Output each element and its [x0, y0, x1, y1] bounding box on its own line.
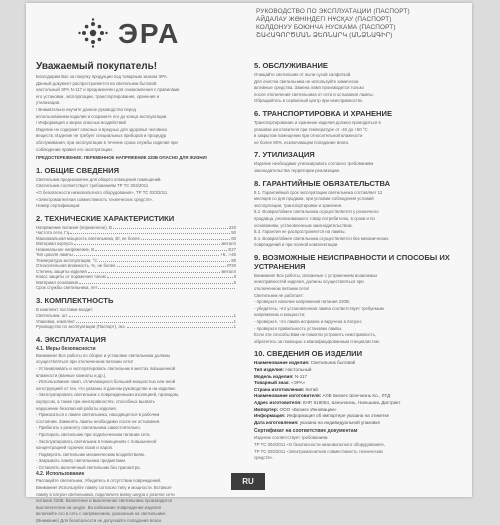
section-kit-title: 3. КОМПЛЕКТНОСТЬ — [36, 295, 114, 305]
spec-name: Упаковка, комплект — [36, 318, 75, 324]
section-transport-text — [254, 120, 464, 145]
text-line: - Использование ламп, отличающихся большей мощностью или иной — [36, 379, 176, 385]
document-titles — [256, 8, 466, 40]
text-line: Изделие соответствует требованиям — [254, 435, 328, 441]
usage-text — [36, 478, 236, 523]
spec-name: Относительная влажность, %, не более — [36, 263, 116, 269]
text-line: месяцев со дня продажи, при условии соблюдения условий — [254, 196, 374, 202]
spec-value: 5 — [233, 279, 236, 285]
spec-value: IP20 — [227, 263, 236, 269]
text-line: напряжению и мощности; — [254, 312, 306, 318]
product-label: Информация: — [254, 413, 286, 419]
product-row — [254, 400, 464, 407]
spec-name: Срок службы светильника, лет — [36, 285, 98, 291]
title-kg: КОЛДОНУУ БОЮНЧА НУСКАМА (ПАСПОРТ) — [256, 24, 396, 31]
text-line: законодательства территории реализации. — [254, 167, 341, 173]
text-line: Данный документ распространяется на светильник бытовой — [36, 80, 157, 86]
text-line: в закрытом помещении при относительной влажности — [254, 133, 363, 139]
text-line: использованием изделия и сохраните его до конца эксплуатации. — [36, 113, 168, 119]
dot-leader — [76, 319, 233, 323]
title-kz: АЙДАЛАУ ЖӨНІНДЕГІ НҰСҚАУ (ПАСПОРТ) — [256, 16, 392, 23]
text-line: Обращайтесь в сервисный центр при неисправностях. — [254, 98, 364, 104]
text-line: - Закрывать лампу светильника предметами. — [36, 458, 127, 464]
spec-value: 1 — [233, 313, 236, 319]
text-line: - Эксплуатировать светильник с поврежденными изоляцией, проводом, — [36, 392, 180, 398]
text-line: неисправностей изделия, должны осуществляться при — [254, 279, 364, 285]
spec-value: Е27 — [228, 246, 236, 252]
spec-name: Светильник, шт. — [36, 313, 68, 319]
text-line: активные средства. Замена ламп производится только — [254, 85, 364, 91]
product-label: Дата изготовления: — [254, 419, 299, 425]
text-line: - Эксплуатировать светильник в помещениях с повышенной — [36, 438, 157, 444]
dot-leader — [127, 324, 233, 328]
product-value: АЛБ Бизнес Шэнчжэнь Ко., ЛТД — [322, 393, 391, 399]
dot-leader — [117, 263, 227, 267]
right-column — [254, 61, 464, 462]
text-line: корпусом, а также при неисправностях, способных вызвать — [36, 398, 155, 404]
dot-leader — [95, 247, 227, 251]
text-line: его установки, эксплуатации, транспортирования, хранения и — [36, 93, 160, 99]
text-line: лампу в патрон светильника, подключите вилку шнура к розетке сети — [36, 491, 175, 497]
product-label: Тип изделия: — [254, 367, 285, 372]
dot-leader — [70, 230, 230, 234]
safety-text — [36, 353, 236, 471]
section-general-text — [36, 177, 236, 209]
text-line: Распакуйте светильник. Убедитесь в отсутствии повреждений. — [36, 478, 162, 484]
text-line: настольный ЭРА N-117 и предназначен для ознакомления с правилами — [36, 87, 180, 93]
dot-leader — [141, 236, 230, 240]
text-line: после отключения светильника от сети и остывания лампы. — [254, 91, 374, 97]
product-value: ООО «Бизнес Инновации» — [279, 406, 337, 412]
product-row — [254, 413, 464, 420]
text-line: 8.1. Гарантийный срок эксплуатации светильника составляет 12 — [254, 189, 383, 195]
text-line: Транспортирование и хранение изделия должно проводиться в — [254, 119, 381, 125]
text-line: Внимание! Все работы по сборке и установке светильника должны — [36, 352, 171, 358]
text-line: Изделие необходимо утилизировать согласно требованиям — [254, 161, 374, 167]
text-line: средств». — [254, 455, 274, 461]
text-line: состоянии. Заменять лампы необходимо после их остывания. — [36, 418, 161, 424]
spec-value: 220 — [228, 224, 236, 230]
text-line: - Прикасаться к лампе светильника, находящегося в рабочем — [36, 412, 160, 418]
spec-name: Температура эксплуатации, °С — [36, 257, 98, 263]
spec-name: Тип цоколя лампы — [36, 252, 73, 258]
text-line: - проверьте наличие напряжения питания 220В; — [254, 299, 350, 305]
section-service-title: 5. ОБСЛУЖИВАНИЕ — [254, 61, 328, 70]
kit-table — [36, 313, 236, 330]
product-value: Настольный — [285, 367, 312, 372]
product-label: Адрес изготовителя: — [254, 399, 302, 405]
dot-leader — [107, 274, 233, 278]
text-line: Светильник соответствует требованиям ТР ТС 004/2011 — [36, 183, 149, 189]
text-line: конструкцией от тех, что указаны в данном руководстве и на изделии. — [36, 385, 176, 391]
text-line: не более 80%, исключающем попадание влаги. — [254, 139, 350, 145]
text-line: основаниям, установленным законодательством. — [254, 222, 353, 228]
kit-intro: В комплект поставки входит: — [36, 306, 94, 312]
sun-rays-icon — [78, 18, 112, 48]
section-disposal-title: 7. УТИЛИЗАЦИЯ — [254, 150, 315, 160]
spec-value: 80 — [231, 257, 236, 263]
spec-value: металл — [221, 268, 236, 274]
spec-value: 60 — [231, 235, 236, 241]
spec-name: Максимальная мощность светильника, Вт, не более — [36, 235, 140, 241]
text-line: соблюдении правил его эксплуатации. — [36, 146, 113, 152]
dot-leader — [113, 225, 228, 229]
text-line: Внимание! Все работы, связанные с устранением возможных — [254, 272, 378, 278]
product-row — [254, 380, 464, 387]
spec-value: II — [233, 274, 236, 280]
text-line: - Оставлять включённый светильник без присмотра. — [36, 464, 141, 470]
product-value: Информация об импортере указана на этикетке — [286, 413, 390, 419]
intro-text — [36, 74, 236, 152]
section-product-title: 10. СВЕДЕНИЯ ОБ ИЗДЕЛИИ — [254, 349, 363, 359]
section-warranty-title: 8. ГАРАНТИЙНЫЕ ОБЯЗАТЕЛЬСТВА — [254, 178, 391, 188]
text-line: - Устанавливать и эксплуатировать светильник в местах повышенной — [36, 365, 176, 371]
spec-name: Номинальное напряжение, В — [36, 246, 95, 252]
title-am: ՇԱՀԱԳՈՐԾՄԱՆ ՁԵՌՆԱՐԿ (ԱՆՁՆԱԳԻՐ) — [256, 32, 393, 39]
text-line: Изделие не содержит опасных и вредных для здоровья человека — [36, 126, 167, 132]
spec-row — [36, 324, 236, 330]
text-line: Светильник не работает: — [254, 292, 304, 298]
text-line: Для очистки светильника не используйте химически — [254, 78, 359, 84]
product-value: Светильник бытовой — [310, 360, 356, 366]
text-line: - Подвергать светильник механическим воздействиям. — [36, 451, 146, 457]
greeting: Уважаемый покупатель! — [36, 61, 158, 72]
dot-leader — [79, 280, 232, 284]
text-line: ТР ТС 004/2011 «О безопасности низковольтного оборудования», — [254, 441, 386, 447]
dot-leader — [74, 252, 220, 256]
spec-value: 1 — [233, 324, 236, 330]
spec-value: металл — [221, 241, 236, 247]
text-line: нарушение безопасной работы изделия. — [36, 405, 117, 411]
safety-subtitle: 4.1. Меры безопасности — [36, 345, 96, 352]
certificate-title: Сертификат на соответствие документам — [254, 428, 358, 435]
spec-value: +5...+40 — [220, 252, 236, 258]
left-column — [36, 61, 236, 525]
product-value: N-117 — [294, 373, 308, 379]
text-line: Благодарим Вас за покупку продукции под товарным знаком ЭРА. — [36, 74, 168, 79]
text-line: эксплуатации, транспортировки и хранения. — [254, 202, 343, 208]
text-line: ! Внимательно изучите данное руководство перед — [36, 106, 137, 112]
text-line: - убедитесь, что установленная лампа соответствует требуемым — [254, 305, 384, 311]
text-line: 8.4. Возврат/обмен светильника осуществляется без механических — [254, 235, 389, 241]
text-line: (Внимание) Для безопасности не допускайте попадания влаги. — [36, 518, 163, 524]
text-line: утилизации. — [36, 100, 61, 106]
brand-name: ЭРА — [118, 18, 181, 49]
spec-name: Степень защиты изделия — [36, 268, 87, 274]
spec-name: Напряжение питания (переменное), В — [36, 224, 112, 230]
product-value: указана на индивидуальной упаковке — [299, 419, 380, 425]
text-line: влажности (ванные комнаты и др.). — [36, 372, 107, 378]
spec-name: Класс защиты от поражения током — [36, 274, 106, 280]
product-label: Товарный знак: — [254, 380, 290, 386]
product-label: Наименование изготовителя: — [254, 393, 322, 399]
spec-value: 50 — [231, 230, 236, 236]
spec-value: 1 — [233, 318, 236, 324]
spec-name: Материал основания — [36, 279, 79, 285]
dot-leader — [88, 269, 221, 273]
text-line: Светильник предназначен для общего освещения помещений. — [36, 176, 162, 182]
language-badge: RU — [231, 473, 265, 490]
product-row — [254, 360, 464, 367]
section-faults-title: 9. ВОЗМОЖНЫЕ НЕИСПРАВНОСТИ И СПОСОБЫ ИХ УСТРАНЕНИЯ — [254, 252, 450, 271]
text-line: - Протирать светильник при подключенном питании сети. — [36, 431, 151, 437]
text-line: - Прибегать к ремонту светильника самостоятельно. — [36, 425, 142, 431]
header — [26, 3, 472, 57]
text-line: 8.2. Возврат/обмен светильника осуществляется у розничного — [254, 209, 379, 215]
product-value: «ЭРА» — [290, 380, 306, 386]
product-label: Импортер: — [254, 406, 279, 412]
text-line: 8.3. Гарантия не распространяется на лампы. — [254, 229, 346, 235]
text-line: повреждений и при полной комплектации. — [254, 242, 339, 248]
text-line: веществ. Изделие не требует специальных приборов и процедур — [36, 133, 167, 139]
text-line: питания 220В. Включение и выключение светильника производится — [36, 498, 173, 504]
dot-leader — [98, 285, 235, 289]
text-line: - проверьте правильность установки лампы. — [254, 325, 343, 331]
product-label: Модель изделия: — [254, 373, 294, 379]
text-line: обслуживания, при эксплуатации в течение срока службы изделия при — [36, 139, 178, 145]
section-specs-title: 2. ТЕХНИЧЕСКИЕ ХАРАКТЕРИСТИКИ — [36, 213, 175, 223]
section-service-text — [254, 72, 464, 104]
product-value: Китай — [305, 386, 318, 392]
dot-leader — [99, 258, 231, 262]
section-faults-text — [254, 273, 464, 345]
text-line: осуществляться при отключенном питании сети! — [36, 359, 133, 365]
text-line: Номер сертификации: — [36, 203, 81, 209]
product-value: КНР, 518054, Шэньчжэнь, Наньшань Дистрикт — [302, 399, 401, 405]
text-line: Очищайте светильник от пыли сухой салфеткой. — [254, 72, 352, 77]
brand-logo — [78, 18, 228, 50]
section-general-title: 1. ОБЩИЕ СВЕДЕНИЯ — [36, 165, 120, 175]
product-row — [254, 420, 464, 427]
specs-table — [36, 225, 236, 291]
text-line: «О безопасности низковольтного оборудования», ТР ТС 020/2011 — [36, 189, 168, 195]
section-transport-title: 6. ТРАНСПОРТИРОВКА И ХРАНЕНИЕ — [254, 108, 393, 118]
dot-leader — [74, 241, 221, 245]
title-ru: РУКОВОДСТВО ПО ЭКСПЛУАТАЦИИ (ПАСПОРТ) — [256, 8, 410, 15]
text-line: Внимание! Используйте лампу согласно типу и мощности. Вставьте — [36, 485, 172, 491]
spec-row — [36, 285, 236, 291]
passport-sheet — [26, 3, 472, 524]
spec-name: Руководство по эксплуатации (Паспорт), экз. — [36, 324, 126, 330]
text-line: концентрацией горючих газов и паров. — [36, 445, 113, 451]
text-line: Если эти способы Вам не помогли устранить неисправность, — [254, 332, 377, 338]
spec-name: Материал корпуса — [36, 241, 73, 247]
text-line: упаковке изготовителя при температуре от -40 до +50 °С — [254, 126, 368, 132]
text-line: ТР ТС 020/2011 «Электромагнитная совместимость технических — [254, 448, 384, 454]
product-row — [254, 393, 464, 400]
text-line: продавца, реализовавшего товар потребителю, в сроки и по — [254, 215, 375, 221]
text-line: выключателем на шнуре. Во избежание повреждения изделия — [36, 504, 161, 510]
text-line: - проверьте, что лампа исправна и вкручена в патрон; — [254, 319, 362, 325]
usage-subtitle: 4.2. Использование — [36, 471, 85, 478]
certificate-text — [254, 435, 464, 460]
section-warranty-text — [254, 190, 464, 248]
text-line: ! Информация о мерах опасных воздействий — [36, 120, 126, 126]
text-line: отключенном питании сети! — [254, 286, 310, 292]
voltage-warning: ПРЕДОСТЕРЕЖЕНИЕ: ПЕРЕМЕННОЕ НАПРЯЖЕНИЕ 220В ОПАСНО ДЛЯ ЖИЗНИ! — [36, 155, 207, 161]
text-line: включайте его в сеть с напряжением, указанным на светильнике. — [36, 511, 167, 517]
section-operation-title: 4. ЭКСПЛУАТАЦИЯ — [36, 334, 107, 344]
dot-leader — [69, 313, 233, 317]
product-row — [254, 387, 464, 394]
product-row — [254, 367, 464, 374]
product-label: Страна изготовления: — [254, 386, 305, 392]
section-disposal-text — [254, 161, 464, 173]
product-label: Наименование изделия: — [254, 360, 310, 366]
product-info — [254, 360, 464, 426]
spec-name: Частота сети, Гц — [36, 230, 70, 236]
text-line: «Электромагнитная совместимость технических средств». — [36, 196, 154, 202]
text-line: обратитесь за помощью к квалифицированным специалистам. — [254, 338, 380, 344]
